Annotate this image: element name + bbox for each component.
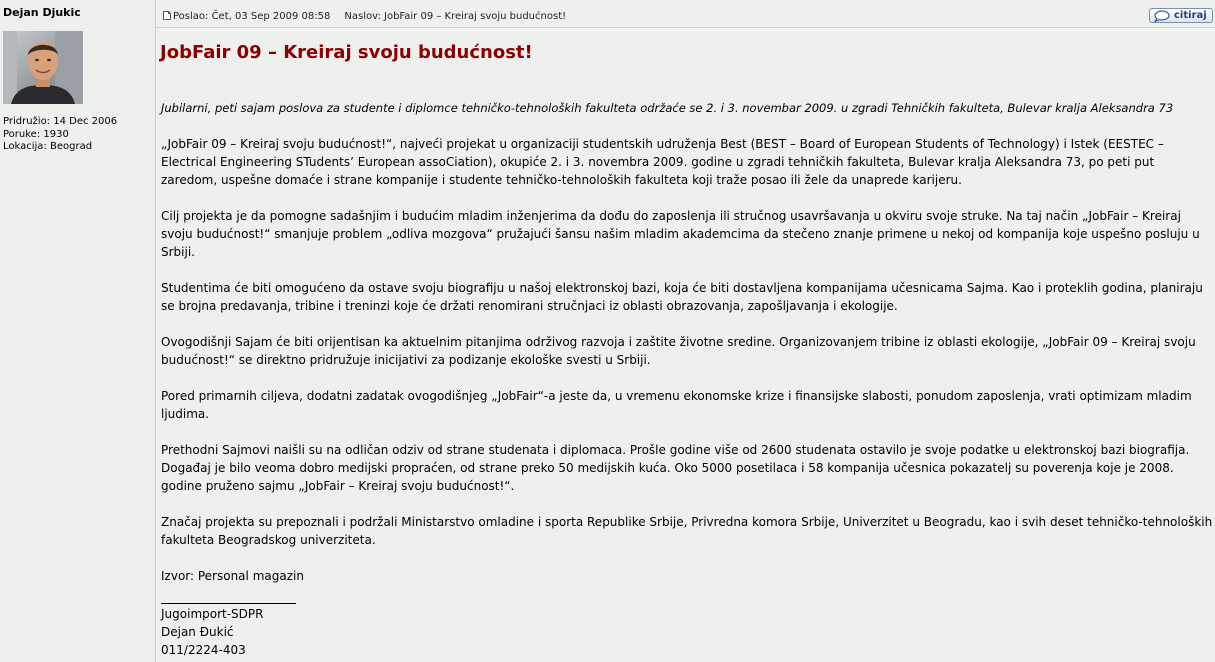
post-subject: Naslov: JobFair 09 – Kreiraj svoju budućnost!: [344, 11, 567, 22]
author-meta: [3, 116, 117, 154]
post-header-text: [173, 11, 566, 22]
quote-button[interactable]: [1149, 8, 1213, 23]
post-panel: [156, 0, 1215, 662]
post-title: JobFair 09 – Kreiraj svoju budućnost!: [160, 42, 533, 63]
post-header: [156, 7, 1215, 28]
author-panel: [0, 0, 156, 662]
post-paragraph: Cilj projekta je da pomogne sadašnjim i budućim mladim inženjerima da dođu do zaposlenja ili stručnog usavršavanja u okviru svoje struke. Na taj način „JobFair – Kreiraj svoju budućnost!“ smanjuje problem „odliva mozgova“ pružajući šansu našim mladim akademcima da stečeno znanje primene u nekoj od kompanija koje uspešno posluju u Srbiji.: [161, 209, 1200, 259]
post-source: Izvor: Personal magazin: [161, 569, 304, 583]
author-name[interactable]: Dejan Djukic: [3, 6, 81, 19]
post-paragraph: Prethodni Sajmovi naišli su na odličan odziv od strane studenata i diplomaca. Prošle godine više od 2600 studenata ostavilo je svoje podatke u elektronskoj bazi biografija. Događaj je bilo veoma dobro medijski propraćen, od strane preko 50 medijskih kuća. Oko 5000 posetilaca i 58 kompanija učesnica pokazatelj su poverenja koje je 2008. godine pruženo sajmu „JobFair – Kreiraj svoju budućnost!“.: [161, 443, 1190, 493]
post-icon[interactable]: [163, 11, 171, 20]
quote-icon: [1153, 10, 1170, 22]
post-body: [161, 99, 1213, 659]
quote-button-label: citiraj: [1174, 10, 1207, 21]
signature-divider: [161, 603, 296, 604]
avatar-photo: [3, 31, 83, 104]
post-paragraph: Pored primarnih ciljeva, dodatni zadatak ovogodišnjeg „JobFair“-a jeste da, u vremenu ekonomske krize i finansijske slabosti, ponudom zaposlenja, vrati optimizam mladim ljudima.: [161, 389, 1192, 421]
post-date: Poslao: Čet, 03 Sep 2009 08:58: [173, 11, 331, 22]
post-paragraph: Ovogodišnji Sajam će biti orijentisan ka aktuelnim pitanjima održivog razvoja i zaštite životne sredine. Organizovanjem tribine iz oblasti ekologije, „JobFair 09 – Kreiraj svoju budućnost!“ se direktno pridružuje inicijativi za podizanje ekološke svesti u Srbiji.: [161, 335, 1196, 367]
signature-line: Dejan Đukić: [161, 625, 234, 639]
post-paragraph: „JobFair 09 – Kreiraj svoju budućnost!“, najveći projekat u organizaciji studentskih udruženja Best (BEST – Board of European Students of Technology) i Istek (EESTEC – Electrical Engineering STudents’ European assoCiation), okupiće 2. i 3. novembra 2009. godine u zgradi tehničkih fakulteta, Bulevar kralja Aleksandra 73, po peti put zaredom, uspešne domaće i strane kompanije i studente tehničko-tehnoloških fakulteta koji traže posao ili žele da unaprede karijeru.: [161, 137, 1164, 187]
post-paragraph: Studentima će biti omogućeno da ostave svoju biografiju u našoj elektronskoj bazi, koja će biti dostavljena kompanijama učesnicama Sajma. Kao i proteklih godina, planiraju se brojna predavanja, tribine i treninzi koje će držati renomirani stručnjaci iz oblasti obrazovanja, zapošljavanja i ekologije.: [161, 281, 1203, 313]
post-paragraph: Značaj projekta su prepoznali i podržali Ministarstvo omladine i sporta Republike Srbije, Privredna komora Srbije, Univerzitet u Beogradu, kao i svih deset tehničko-tehnoloških fakulteta Beogradskog univerziteta.: [161, 515, 1213, 547]
post-lead: Jubilarni, peti sajam poslova za studente i diplomce tehničko-tehnoloških fakulteta održaće se 2. i 3. novembar 2009. u zgradi Tehničkih fakulteta, Bulevar kralja Aleksandra 73: [161, 101, 1174, 115]
author-location: Lokacija: Beograd: [3, 141, 93, 152]
author-joined: Pridružio: 14 Dec 2006: [3, 116, 118, 127]
signature-line: 011/2224-403: [161, 643, 246, 657]
signature: [161, 603, 1213, 659]
signature-line: Jugoimport-SDPR: [161, 607, 264, 621]
avatar: [3, 31, 83, 104]
author-posts: Poruke: 1930: [3, 128, 69, 140]
